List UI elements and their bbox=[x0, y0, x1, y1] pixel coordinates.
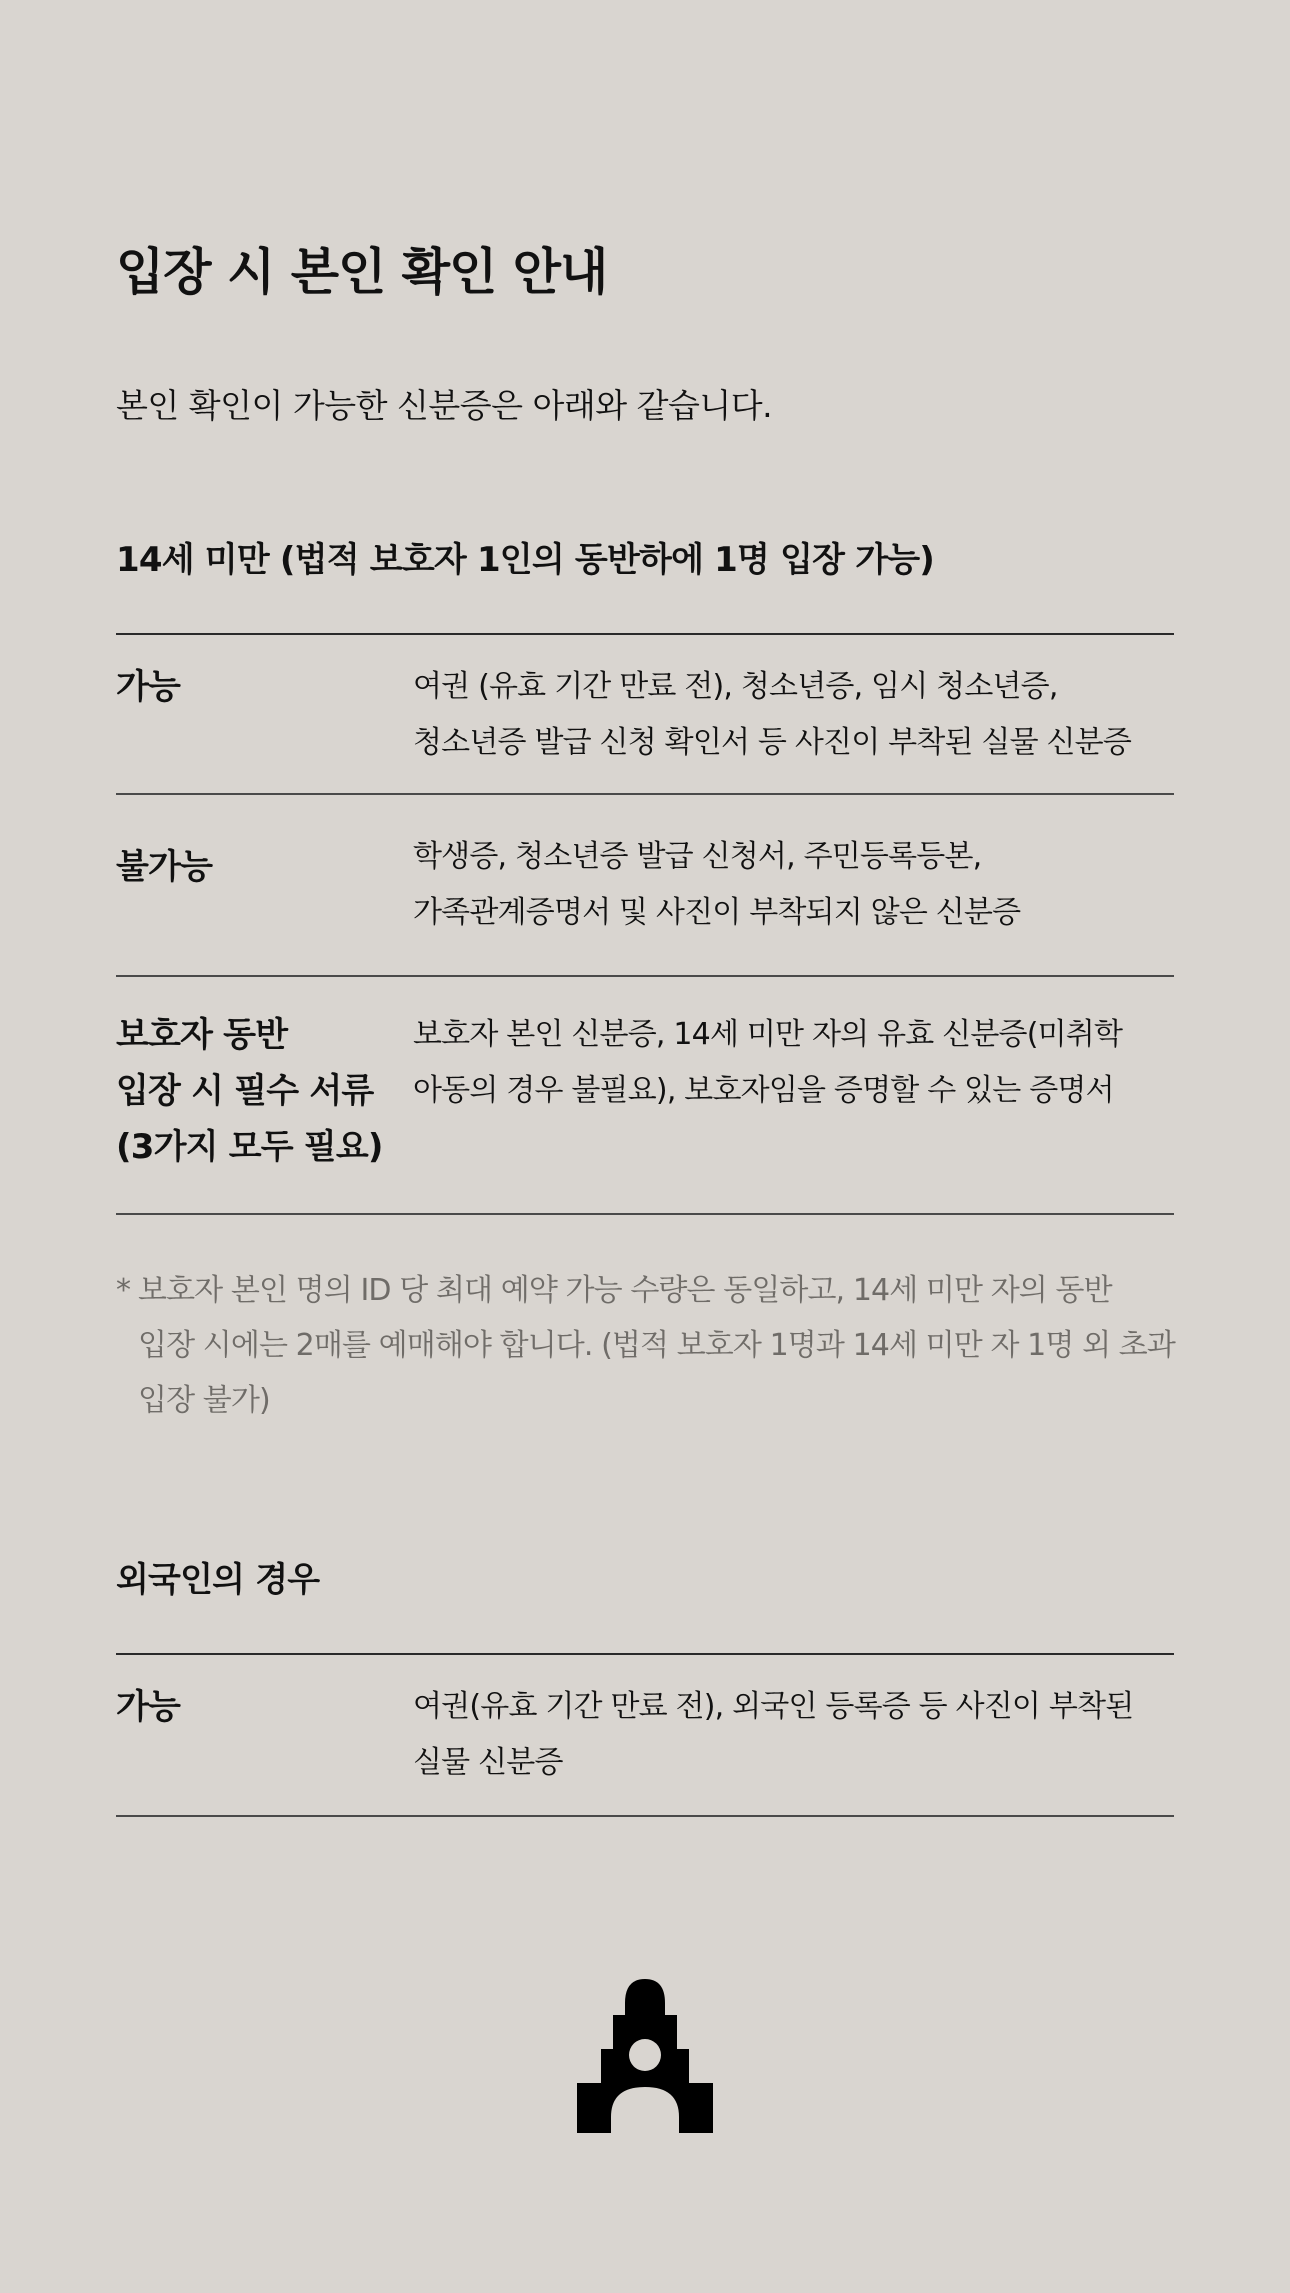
row-value-line: 여권 (유효 기간 만료 전), 청소년증, 임시 청소년증, bbox=[413, 669, 1058, 704]
row-label-line: 보호자 동반 bbox=[116, 1015, 288, 1055]
row-label-line: (3가지 모두 필요) bbox=[116, 1127, 383, 1167]
row-value-allowed bbox=[413, 659, 1174, 793]
footnote-line: 입장 시에는 2매를 예매해야 합니다. (법적 보호자 1명과 14세 미만 자 1명 외 초과 bbox=[138, 1328, 1175, 1363]
row-value-line: 보호자 본인 신분증, 14세 미만 자의 유효 신분증(미취학 bbox=[413, 1017, 1123, 1052]
row-label-not-allowed bbox=[116, 829, 413, 975]
section-heading-foreigner: 외국인의 경우 bbox=[116, 1560, 320, 1600]
row-value-line: 실물 신분증 bbox=[413, 1745, 563, 1780]
table-row-guardian-documents bbox=[116, 977, 1174, 1215]
footnote-text bbox=[138, 1263, 1174, 1428]
row-label-line: 가능 bbox=[116, 1687, 181, 1727]
row-label-guardian-documents bbox=[116, 1007, 413, 1213]
row-value-guardian-documents bbox=[413, 1007, 1174, 1213]
row-value-line: 학생증, 청소년증 발급 신청서, 주민등록등본, bbox=[413, 839, 982, 874]
id-table-foreigner bbox=[116, 1653, 1174, 1817]
section-heading-under14: 14세 미만 (법적 보호자 1인의 동반하에 1명 입장 가능) bbox=[116, 540, 935, 580]
footnote-line: 입장 불가) bbox=[138, 1383, 270, 1418]
row-label-allowed bbox=[116, 659, 413, 793]
footnote-line: 보호자 본인 명의 ID 당 최대 예약 가능 수량은 동일하고, 14세 미만 자의 동반 bbox=[138, 1273, 1112, 1308]
row-value-foreigner-allowed bbox=[413, 1679, 1174, 1815]
id-table-under14 bbox=[116, 633, 1174, 1215]
row-label-foreigner-allowed bbox=[116, 1679, 413, 1815]
building-arch-logo-icon bbox=[577, 1977, 713, 2133]
row-value-line: 아동의 경우 불필요), 보호자임을 증명할 수 있는 증명서 bbox=[413, 1073, 1114, 1108]
row-label-line: 가능 bbox=[116, 667, 181, 707]
row-value-line: 여권(유효 기간 만료 전), 외국인 등록증 등 사진이 부착된 bbox=[413, 1689, 1134, 1724]
intro-text: 본인 확인이 가능한 신분증은 아래와 같습니다. bbox=[116, 386, 773, 425]
table-row-foreigner-allowed bbox=[116, 1655, 1174, 1817]
footnote bbox=[116, 1263, 1174, 1428]
table-row-allowed bbox=[116, 635, 1174, 795]
row-value-line: 가족관계증명서 및 사진이 부착되지 않은 신분증 bbox=[413, 895, 1021, 930]
table-row-not-allowed bbox=[116, 795, 1174, 977]
page-title: 입장 시 본인 확인 안내 bbox=[116, 243, 608, 301]
footnote-asterisk: * bbox=[116, 1273, 131, 1308]
row-label-line: 입장 시 필수 서류 bbox=[116, 1071, 374, 1111]
row-value-not-allowed bbox=[413, 829, 1174, 975]
row-value-line: 청소년증 발급 신청 확인서 등 사진이 부착된 실물 신분증 bbox=[413, 725, 1132, 760]
row-label-line: 불가능 bbox=[116, 847, 213, 887]
